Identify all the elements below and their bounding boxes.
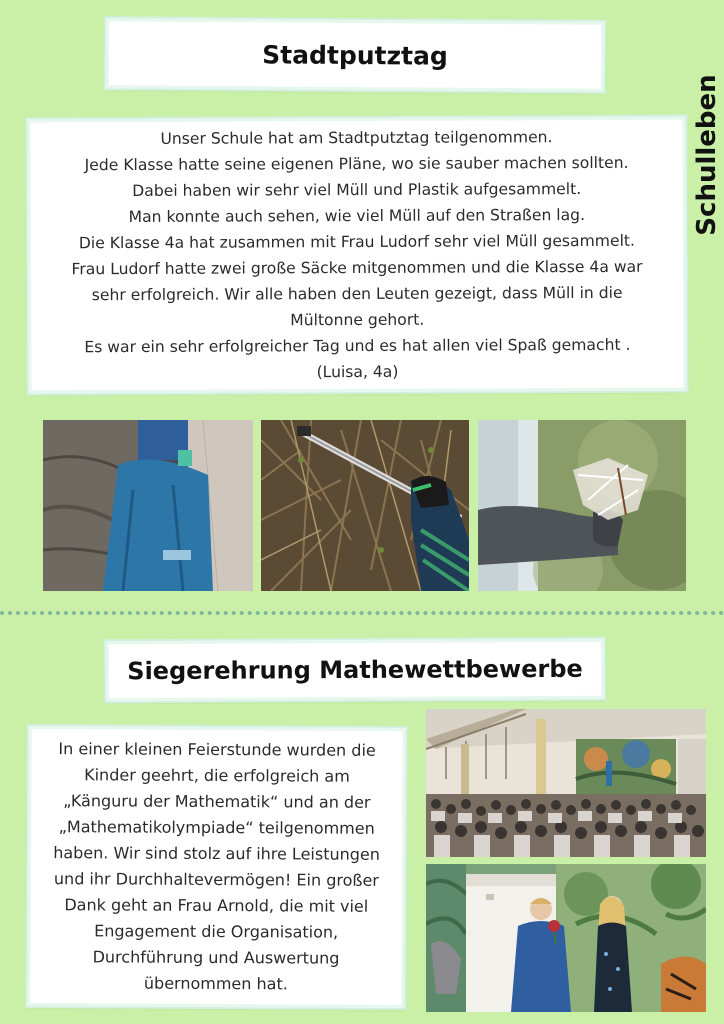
article-line: „Känguru der Mathematik“ und an der [63,791,371,812]
article-line: „Mathematikolympiade“ teilgenommen [58,817,375,838]
section-side-label: Schulleben [692,74,722,236]
siegerehrung-article-box [27,726,405,1008]
siegerehrung-title: Siegerehrung Mathewettbewerbe [127,654,583,686]
article-line: Dank geht an Frau Arnold, die mit viel [64,895,369,916]
article-author: (Luisa, 4a) [316,362,399,382]
photo-teachers-award [426,864,706,1012]
article-line: und ihr Durchhaltevermögen! Ein großer [53,869,379,890]
stadtputztag-title: Stadtputztag [262,39,448,71]
article-line: haben. Wir sind stolz auf ihre Leistungen [53,843,380,864]
article-line: In einer kleinen Feierstunde wurden die [58,739,376,760]
siegerehrung-article-text [52,736,380,998]
article-line: Jede Klasse hatte seine eigenen Pläne, wo sie sauber machen sollten. [84,153,629,175]
section-divider [0,611,724,615]
siegerehrung-title-box [106,639,604,702]
article-line: Frau Ludorf hatte zwei große Säcke mitgenommen und die Klasse 4a war [71,257,643,279]
stadtputztag-article-box [27,117,686,394]
article-line: Engagement die Organisation, [94,921,339,942]
photo-hand-plastic [478,420,686,591]
article-line: Kinder geehrt, die erfolgreich am [84,765,350,786]
photo-school-assembly [426,709,706,857]
article-line: Man konnte auch sehen, wie viel Müll auf den Straßen lag. [128,206,586,226]
article-line: Die Klasse 4a hat zusammen mit Frau Ludorf sehr viel Müll gesammelt. [78,231,635,253]
article-line: sehr erfolgreich. Wir alle haben den Leuten gezeigt, dass Müll in die [91,283,623,305]
stadtputztag-title-box [106,18,604,91]
article-line: Dabei haben wir sehr viel Müll und Plastik aufgesammelt. [132,180,582,200]
photo-litter-picker [261,420,469,591]
article-line: Durchführung und Auswertung [92,947,340,968]
article-line: Es war ein sehr erfolgreicher Tag und es hat allen viel Spaß gemacht . [84,335,631,357]
article-line: Mültonne gehort. [290,310,425,330]
article-line: Unser Schule hat am Stadtputztag teilgenommen. [160,128,553,148]
article-line: übernommen hat. [143,973,288,994]
stadtputztag-article-text [71,124,643,386]
photo-garbage-bag [43,420,253,591]
